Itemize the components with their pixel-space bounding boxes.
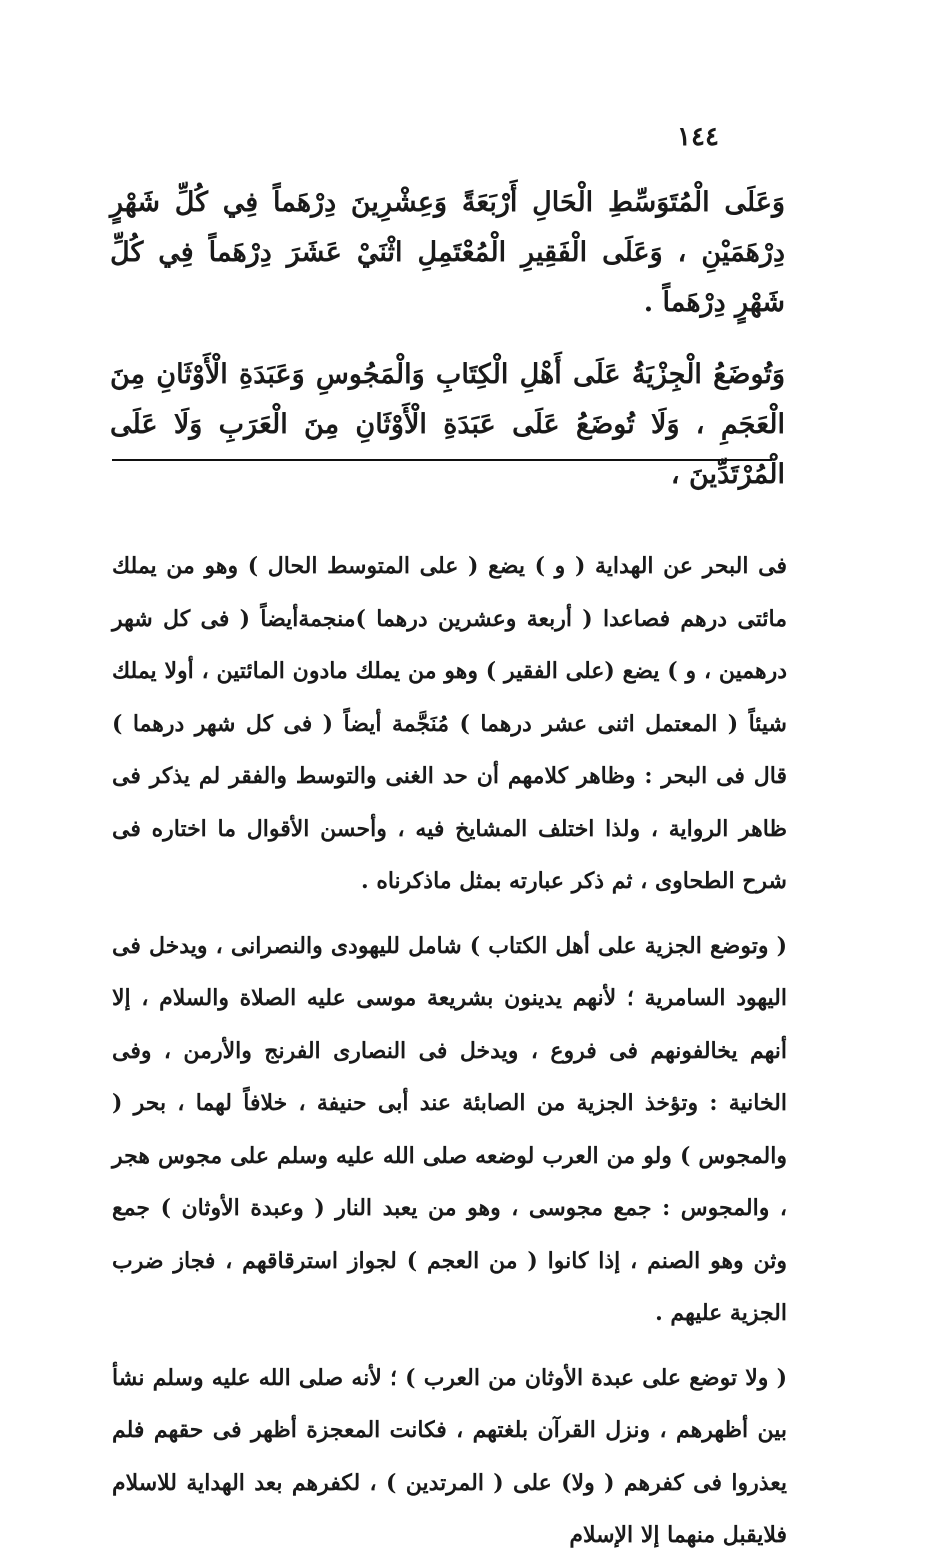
main-paragraph-2: وَتُوضَعُ الْجِزْيَةُ عَلَى أَهْلِ الْكِتَابِ وَالْمَجُوسِ وَعَبَدَةِ الْأَوْثَانِ مِنَ الْعَجَمِ ، وَلَا تُوضَعُ عَلَى عَبَدَةِ الْأَوْثَانِ مِنَ الْعَرَبِ وَلَا عَلَى الْمُرْتَدِّينَ ، <box>110 359 785 490</box>
footnote-divider <box>112 459 772 461</box>
commentary-paragraph-1: فى البحر عن الهداية ( و ) يضع ( على المتوسط الحال ) وهو من يملك مائتى درهم فصاعدا ( أربعة وعشرين درهما )منجمةأيضاً ( فى كل شهر درهمين ، و ) يضع (على الفقير ) وهو من يملك مادون المائتين ، أولا يملك شيئاً ( المعتمل اثنى عشر درهما ) مُنَجَّمة أيضاً ( فى كل شهر درهما ) قال فى البحر : وظاهر كلامهم أن حد الغنى والتوسط والفقر لم يذكر فى ظاهر الرواية ، ولذا اختلف المشايخ فيه ، وأحسن الأقوال ما اختاره فى شرح الطحاوى ، ثم ذكر عبارته بمثل ماذكرناه . <box>112 553 787 894</box>
main-paragraph-1: وَعَلَى الْمُتَوَسِّطِ الْحَالِ أَرْبَعَةً وَعِشْرِينَ دِرْهَماً فِي كُلِّ شَهْرٍ دِرْهَمَيْنِ ، وَعَلَى الْفَقِيرِ الْمُعْتَمِلِ اثْنَيْ عَشَرَ دِرْهَماً فِي كُلِّ شَهْرٍ دِرْهَماً . <box>110 187 785 318</box>
commentary-paragraph-3: ( ولا توضع على عبدة الأوثان من العرب ) ؛ لأنه صلى الله عليه وسلم نشأ بين أظهرهم ، ونزل القرآن بلغتهم ، فكانت المعجزة أظهر فى حقهم فلم يعذروا فى كفرهم ( ولا) على ( المرتدين ) ، لكفرهم بعد الهداية للاسلام فلايقبل منهما إلا الإسلام <box>112 1364 787 1548</box>
main-text-block <box>110 178 785 500</box>
commentary-block <box>112 540 787 1562</box>
commentary-paragraph-2: ( وتوضع الجزية على أهل الكتاب ) شامل لليهودى والنصرانى ، ويدخل فى اليهود السامرية ؛ لأنهم يدينون بشريعة موسى عليه الصلاة والسلام ، إلا أنهم يخالفونهم فى فروع ، ويدخل فى النصارى الفرنج والأرمن ، وفى الخانية : وتؤخذ الجزية من الصابئة عند أبى حنيفة ، خلافاً لهما ، بحر ( والمجوس ) ولو من العرب لوضعه صلى الله عليه وسلم على مجوس هجر ، والمجوس : جمع مجوسى ، وهو من يعبد النار ( وعبدة الأوثان ) جمع وثن وهو الصنم ، إذا كانوا ( من العجم ) لجواز استرقاقهم ، فجاز ضرب الجزية عليهم . <box>112 932 787 1326</box>
page-number: ١٤٤ <box>677 122 719 152</box>
